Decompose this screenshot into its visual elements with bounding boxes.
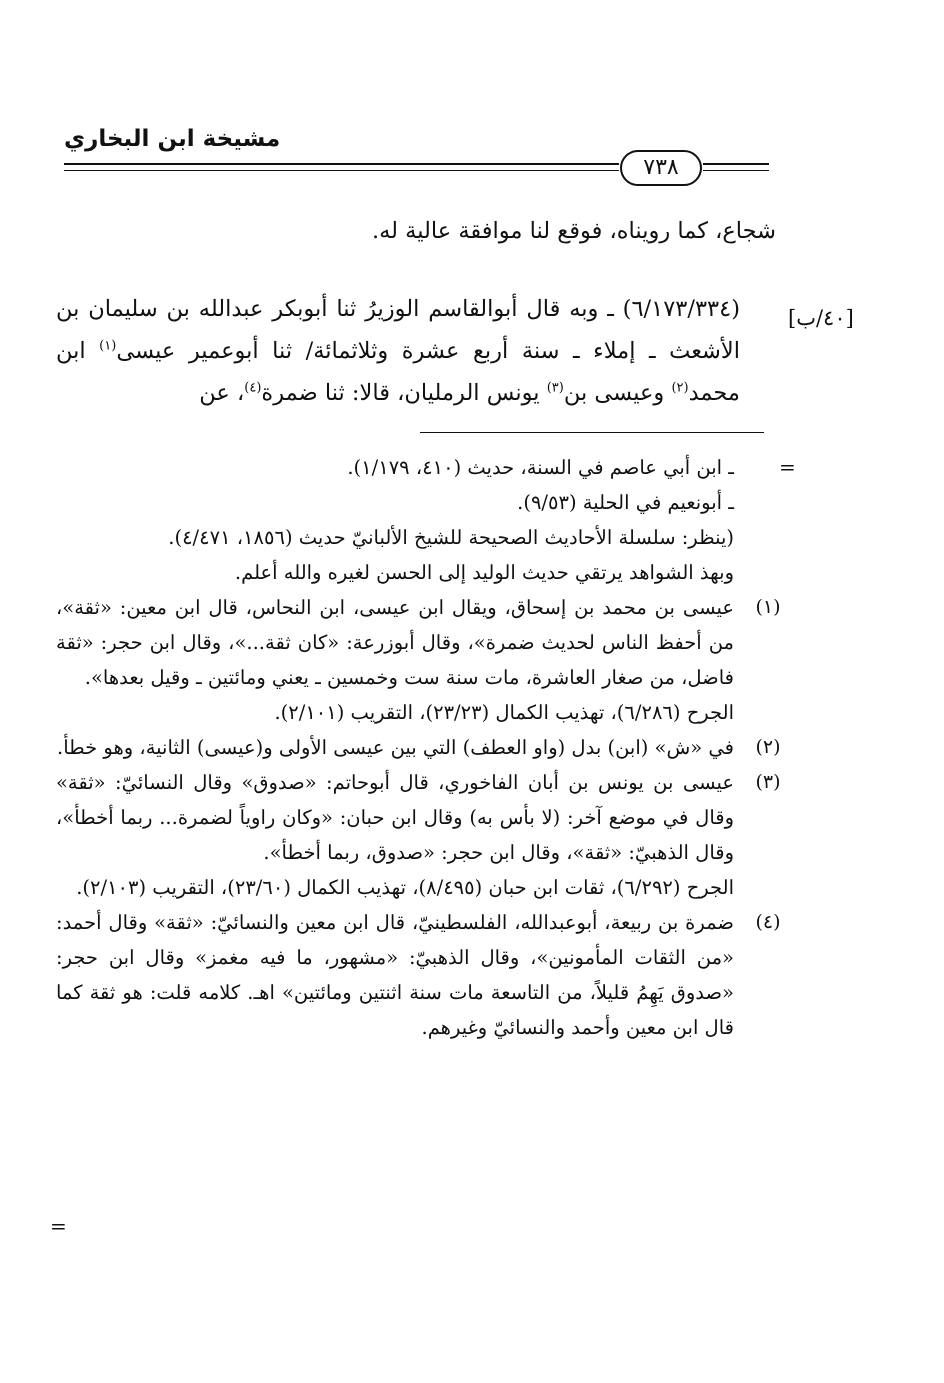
hadith-text-part: وعيسى بن	[563, 380, 672, 406]
footnote-ref-3[interactable]: (٣)	[546, 380, 564, 396]
continuation-mark-top: =	[779, 455, 796, 479]
footnote-references: الجرح (٦/٢٨٦)، تهذيب الكمال (٢٣/٢٣)، التقريب (٢/١٠١).	[274, 701, 734, 724]
running-header-title: مشيخة ابن البخاري	[64, 126, 281, 152]
footnote-text: ضمرة بن ربيعة، أبوعبدالله، الفلسطينيّ، قال ابن معين والنسائيّ: «ثقة» وقال أحمد: «من الثقات المأمونين»، وقال الذهبيّ: «مشهور، ما فيه مغمز» وقال ابن حجر: «صدوق يَهِمُ قليلاً، من التاسعة مات سنة اثنتين ومائتين» اهـ. كلامه قلت: هو ثقة كما قال ابن معين وأحمد والنسائيّ وغيرهم.	[56, 911, 734, 1039]
footnote-2	[56, 730, 781, 765]
footnote-references: الجرح (٦/٢٩٢)، ثقات ابن حبان (٨/٤٩٥)، تهذيب الكمال (٢٣/٦٠)، التقريب (٢/١٠٣).	[76, 876, 734, 899]
footnotes	[56, 450, 781, 1045]
header-rule-thin-left	[64, 170, 619, 171]
footnote-continuation-line: وبهذ الشواهد يرتقي حديث الوليد إلى الحسن لغيره والله أعلم.	[234, 561, 734, 584]
manuscript-folio-reference: [٤٠/ب]	[788, 306, 854, 330]
footnote-continuation-line: ـ أبونعيم في الحلية (٩/٥٣).	[517, 491, 734, 514]
hadith-text	[56, 288, 776, 414]
footnote-number: (٣)	[755, 771, 781, 793]
footnote-number: (٢)	[755, 736, 781, 758]
header-rule-thin-right	[703, 170, 769, 171]
hadith-text-part: ، عن	[199, 380, 245, 406]
footnote-number: (٤)	[755, 911, 781, 933]
footnote-number: (١)	[755, 596, 781, 618]
footnote-continuation-line: ـ ابن أبي عاصم في السنة، حديث (٤١٠، ١/١٧٩).	[347, 456, 734, 479]
footnote-text: عيسى بن محمد بن إسحاق، ويقال ابن عيسى، ابن النحاس، قال ابن معين: «ثقة»، من أحفظ الناس لحديث ضمرة»، وقال أبوزرعة: «كان ثقة...»، وقال ابن حجر: «ثقة فاضل، من صغار العاشرة، مات سنة ست وخمسين ـ يعني ومائتين ـ وقيل بعدها».	[56, 596, 734, 689]
footnote-3	[56, 765, 781, 905]
hadith-text-part: يونس الرمليان، قالا: ثنا ضمرة	[261, 380, 547, 406]
header-rule-thick-right	[703, 163, 769, 165]
main-paragraph-continuation	[56, 210, 776, 252]
footnote-text: عيسى بن يونس بن أبان الفاخوري، قال أبوحاتم: «صدوق» وقال النسائيّ: «ثقة» وقال في موضع آخر: (لا بأس به) وقال ابن حبان: «وكان راوياً لضمرة... ربما أخطأ»، وقال الذهبيّ: «ثقة»، وقال ابن حجر: «صدوق، ربما أخطأ».	[56, 771, 734, 864]
footnote-ref-1[interactable]: (١)	[99, 338, 117, 354]
hadith-text-part: ابن محمد	[56, 338, 740, 406]
paragraph-text: شجاع، كما رويناه، فوقع لنا موافقة عالية له.	[371, 218, 776, 244]
footnote-ref-2[interactable]: (٢)	[671, 380, 689, 396]
hadith-text-part: (٦/١٧٣/٣٣٤) ـ وبه قال أبوالقاسم الوزيرُ ثنا أبوبكر عبدالله بن سليمان بن الأشعث ـ إملاء ـ سنة أربع عشرة وثلاثمائة/ ثنا أبوعمير عيسى	[56, 296, 740, 364]
footnote-1	[56, 590, 781, 730]
header-rule-thick-left	[64, 163, 619, 165]
footnote-ref-4[interactable]: (٤)	[244, 380, 262, 396]
footnote-text: في «ش» (ابن) بدل (واو العطف) التي بين عيسى الأولى و(عيسى) الثانية، وهو خطأ.	[57, 736, 734, 759]
page-number: ٧٣٨	[620, 150, 702, 186]
footnote-4	[56, 905, 781, 1045]
continuation-mark-bottom: =	[50, 1214, 67, 1238]
footnote-continuation-line: (ينظر: سلسلة الأحاديث الصحيحة للشيخ الألبانيّ حديث (١٨٥٦، ٤/٤٧١).	[168, 526, 734, 549]
main-paragraph-hadith	[56, 288, 776, 414]
footnote-separator	[420, 432, 764, 433]
